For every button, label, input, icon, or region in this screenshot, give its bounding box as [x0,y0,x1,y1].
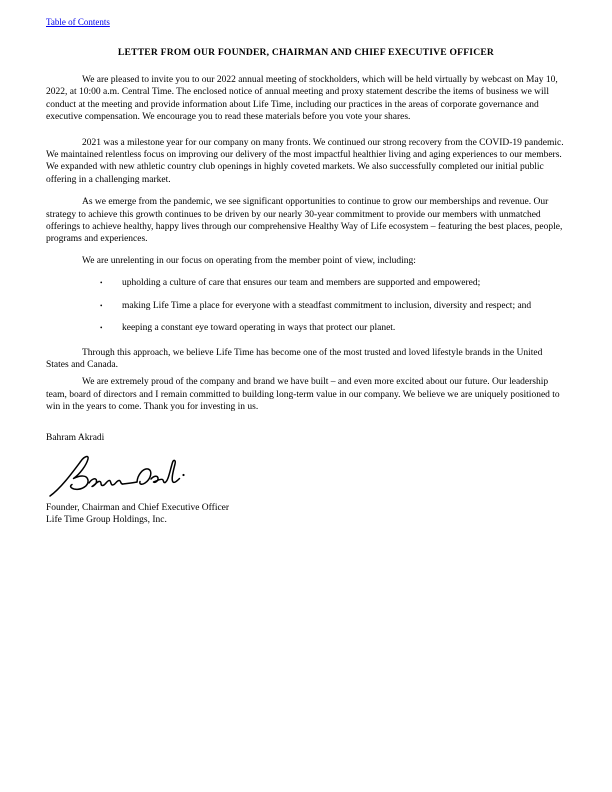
paragraph-milestone-year: 2021 was a milestone year for our company on many fronts. We continued our strong recovery from the COVID-19 pandemic. We maintained relentless focus on improving our delivery of the most impactful healthier living and aging experiences to our members. We expanded with new athletic country club openings in highly coveted markets. We also successfully completed our initial public offering in a challenging market. [46,137,564,185]
bullet-list [46,277,566,334]
list-item [46,277,566,289]
bullet-icon: • [100,301,103,310]
bullet-text: upholding a culture of care that ensures our team and members are supported and empowered; [122,278,481,289]
paragraph-growth-strategy: As we emerge from the pandemic, we see significant opportunities to continue to grow our memberships and revenue. Our strategy to achieve this growth continues to be driven by our nearly 30-year commitment to provide our members with unmatched offerings to achieve healthy, happy lives through our comprehensive Healthy Way of Life ecosystem – featuring the best places, people, programs and experiences. [46,197,563,245]
bullet-text: keeping a constant eye toward operating in ways that protect our planet. [122,323,396,334]
bullet-icon: • [100,324,103,333]
table-of-contents-link[interactable]: Table of Contents [46,17,110,27]
paragraph-trusted-brand: Through this approach, we believe Life Time has become one of the most trusted and loved lifestyle brands in the United States and Canada. [46,347,543,370]
bullet-text: making Life Time a place for everyone with a steadfast commitment to inclusion, diversity and respect; and [122,300,532,311]
page-title: LETTER FROM OUR FOUNDER, CHAIRMAN AND CHIEF EXECUTIVE OFFICER [117,47,495,58]
signer-title: Founder, Chairman and Chief Executive Officer [46,502,230,513]
signer-name: Bahram Akradi [46,432,105,443]
paragraph-member-focus-intro: We are unrelenting in our focus on operating from the member point of view, including: [82,255,416,266]
bullet-icon: • [100,279,103,288]
signer-company: Life Time Group Holdings, Inc. [46,515,167,526]
list-item [46,322,566,334]
paragraph-invitation: We are pleased to invite you to our 2022 annual meeting of stockholders, which will be held virtually by webcast on May 10, 2022, at 10:00 a.m. Central Time. The enclosed notice of annual meeting and proxy statement describe the items of business we will conduct at the meeting and provide information about Life Time, including our practices in the areas of corporate governance and executive compensation. We encourage you to read these materials before you vote your shares. [46,75,558,123]
paragraph-closing: We are extremely proud of the company and brand we have built – and even more excited about our future. Our leadership team, board of directors and I remain committed to building long-term value in our company. We believe we are uniquely positioned to win in the years to come. Thank you for investing in us. [46,377,560,413]
signature-image [46,450,198,500]
list-item [46,300,566,312]
